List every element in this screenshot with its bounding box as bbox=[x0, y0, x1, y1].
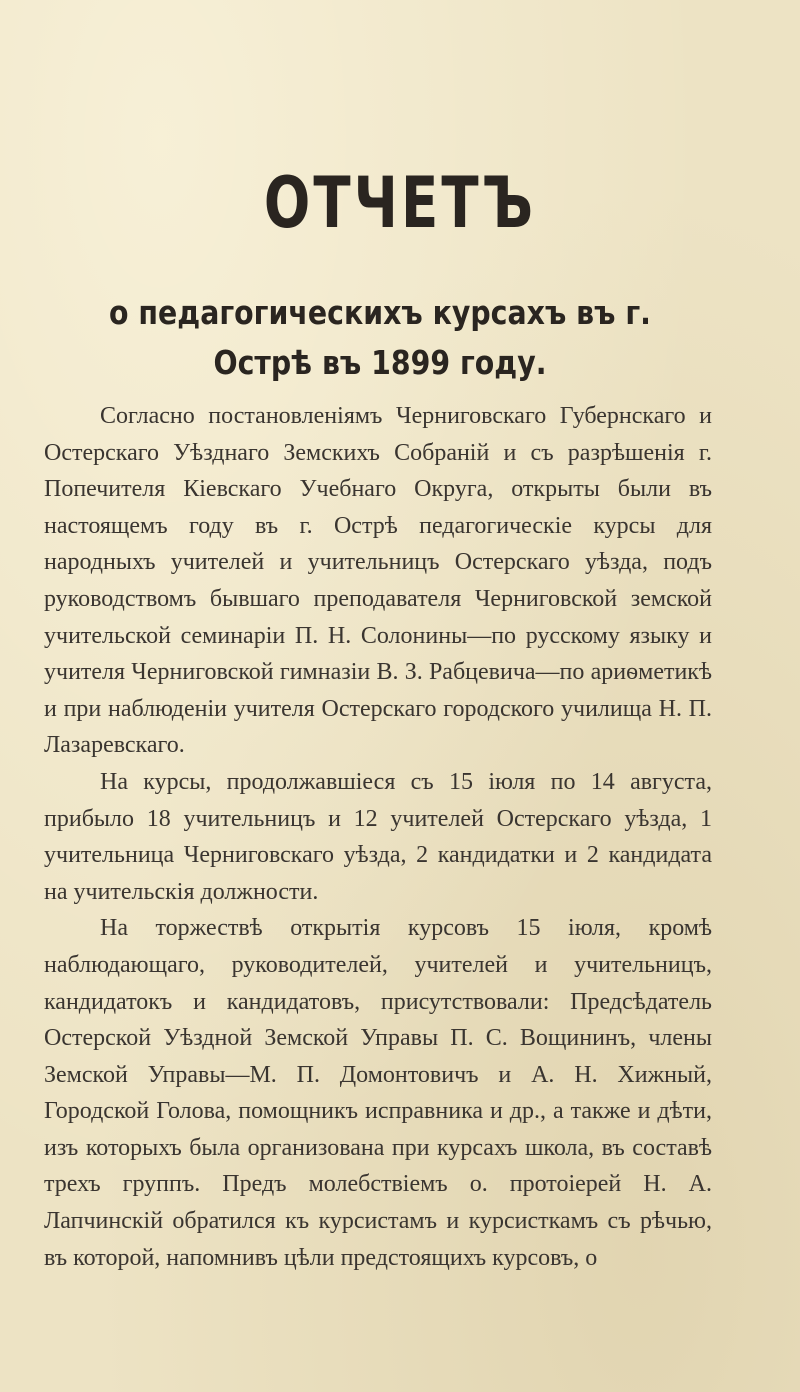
paragraph: На курсы, продолжавшіеся съ 15 іюля по 14 августа, прибыло 18 учительницъ и 12 учителей Остерскаго уѣзда, 1 учительница Черниговскаго уѣзда, 2 кандидатки и 2 кандидата на учительскія должности. bbox=[44, 768, 712, 905]
document-subtitle: о педагогическихъ курсахъ въ г. Острѣ въ 1899 году. bbox=[109, 293, 651, 382]
paragraph: Согласно постановленіямъ Черниговскаго Губернскаго и Остерскаго Уѣзднаго Земскихъ Собраній и съ разрѣшенія г. Попечителя Кіевскаго Учебнаго Округа, открыты были въ настоящемъ году въ г. Острѣ педагогическіе курсы для народныхъ учителей и учительницъ Остерскаго уѣзда, подъ руководствомъ бывшаго преподавателя Черниговской земской учительской семинаріи П. Н. Солонины—по русскому языку и учителя Черниговской гимназіи В. З. Рабцевича—по ариѳметикѣ и при наблюденіи учителя Остерскаго городского училища Н. П. Лазаревскаго. bbox=[44, 403, 712, 759]
paragraph: На торжествѣ открытія курсовъ 15 іюля, кромѣ наблюдающаго, руководителей, учителей и учительницъ, кандидатокъ и кандидатовъ, присутствовали: Предсѣдатель Остерской Уѣздной Земской Управы П. С. Вощининъ, члены Земской Управы—М. П. Домонтовичъ и А. Н. Хижный, Городской Голова, помощникъ исправника и др., а также и дѣти, изъ которыхъ была организована при курсахъ школа, въ составѣ трехъ группъ. Предъ молебствіемъ о. протоіерей Н. А. Лапчинскій обратился къ курсистамъ и курсисткамъ съ рѣчью, въ которой, напомнивъ цѣли предстоящихъ курсовъ, о bbox=[44, 915, 712, 1271]
document-body bbox=[44, 398, 712, 1276]
document-title: ОТЧЕТЪ bbox=[263, 162, 537, 244]
